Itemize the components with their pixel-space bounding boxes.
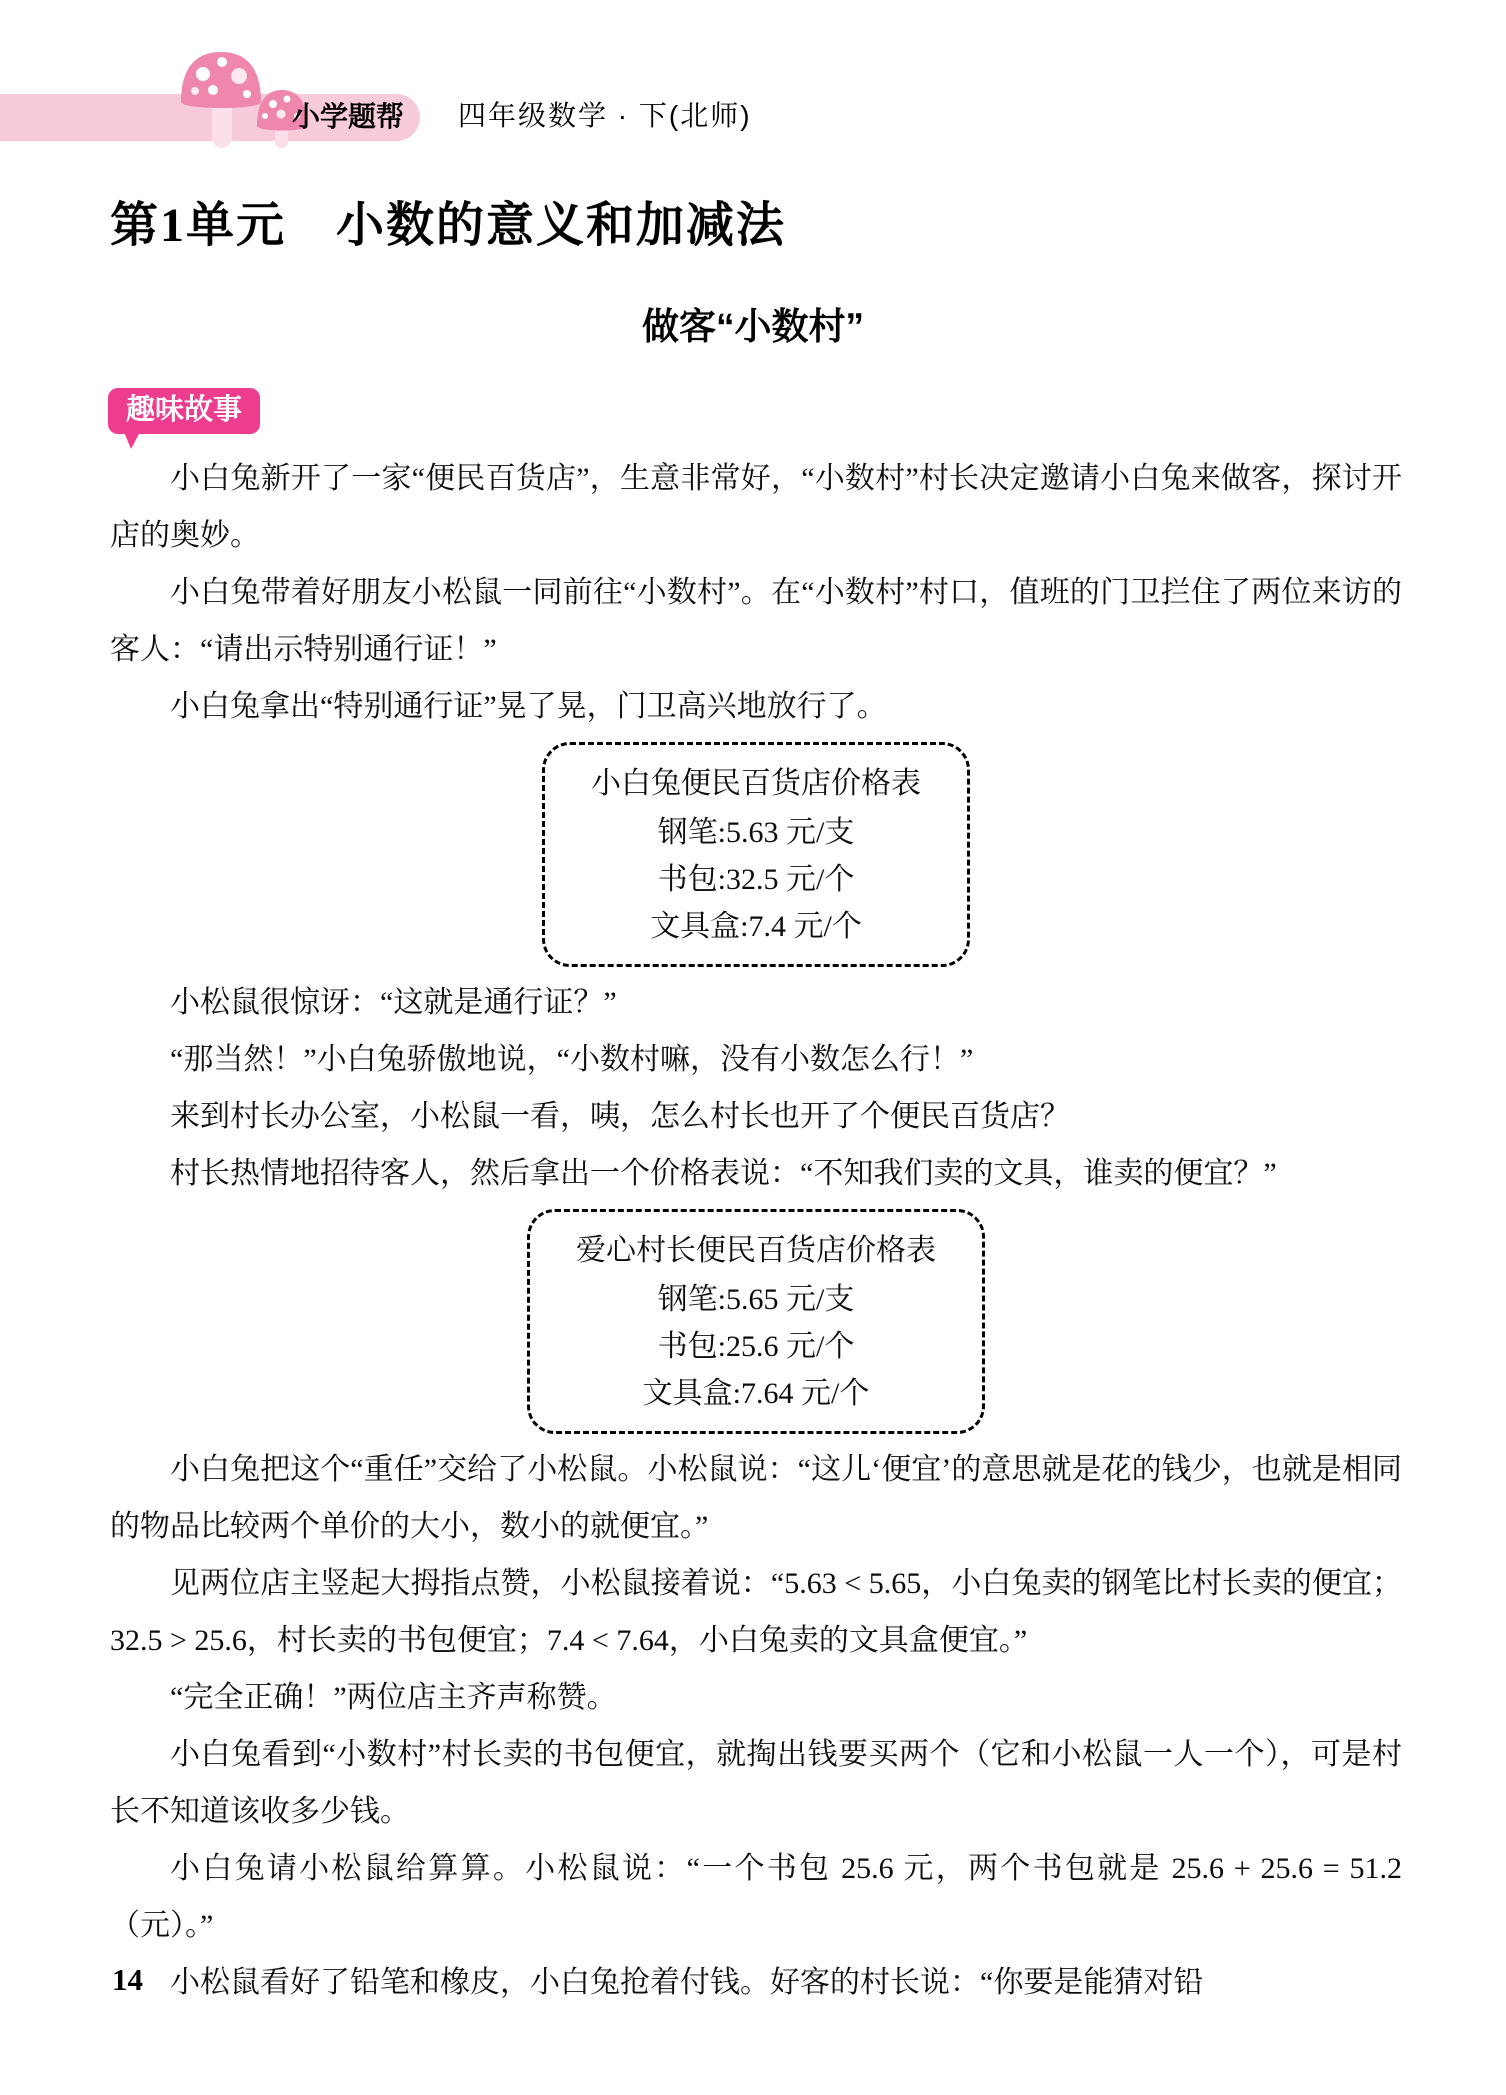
price-table-title: 小白兔便民百货店价格表 bbox=[591, 767, 921, 800]
story-paragraph: 小松鼠看好了铅笔和橡皮，小白兔抢着付钱。好客的村长说：“你要是能猜对铅 bbox=[170, 1966, 1204, 1999]
edition-label: 四年级数学 · 下(北师) bbox=[458, 100, 752, 131]
story-paragraph: 见两位店主竖起大拇指点赞，小松鼠接着说：“5.63 < 5.65，小白兔卖的钢笔比村长卖的便宜；32.5 > 25.6，村长卖的书包便宜；7.4 < 7.64，小白兔卖的文具盒便宜。” bbox=[110, 1567, 1402, 1657]
unit-title: 第1单元 小数的意义和加减法 bbox=[110, 199, 787, 252]
story-paragraph: 小白兔看到“小数村”村长卖的书包便宜，就掏出钱要买两个（它和小松鼠一人一个），可是村长不知道该收多少钱。 bbox=[110, 1738, 1402, 1828]
story-paragraph: 小白兔新开了一家“便民百货店”，生意非常好，“小数村”村长决定邀请小白兔来做客，探讨开店的奥妙。 bbox=[110, 462, 1402, 552]
price-table-rabbit bbox=[542, 742, 970, 967]
price-row: 书包:32.5 元/个 bbox=[657, 863, 855, 896]
story-paragraph: 村长热情地招待客人，然后拿出一个价格表说：“不知我们卖的文具，谁卖的便宜？” bbox=[170, 1157, 1277, 1190]
story-paragraph: 来到村长办公室，小松鼠一看，咦，怎么村长也开了个便民百货店？ bbox=[170, 1100, 1070, 1133]
story-paragraph: 小白兔把这个“重任”交给了小松鼠。小松鼠说：“这儿‘便宜’的意思就是花的钱少，也就是相同的物品比较两个单价的大小，数小的就便宜。” bbox=[110, 1453, 1402, 1543]
price-table-title: 爱心村长便民百货店价格表 bbox=[576, 1234, 936, 1267]
price-row: 钢笔:5.65 元/支 bbox=[657, 1283, 855, 1316]
price-row: 钢笔:5.63 元/支 bbox=[657, 816, 855, 849]
price-row: 文具盒:7.4 元/个 bbox=[650, 910, 862, 943]
fun-story-badge: 趣味故事 bbox=[108, 388, 260, 434]
page-number: 14 bbox=[112, 1962, 143, 1997]
story-paragraph: 小松鼠很惊讶：“这就是通行证？” bbox=[170, 986, 617, 1019]
price-table-village-head bbox=[527, 1209, 985, 1434]
price-row: 书包:25.6 元/个 bbox=[657, 1330, 855, 1363]
story-paragraph: 小白兔拿出“特别通行证”晃了晃，门卫高兴地放行了。 bbox=[170, 690, 887, 723]
mushroom-logo-icon bbox=[155, 46, 315, 150]
story-paragraph: 小白兔请小松鼠给算算。小松鼠说：“一个书包 25.6 元，两个书包就是 25.6 + 25.6 = 51.2（元）。” bbox=[110, 1852, 1402, 1942]
price-row: 文具盒:7.64 元/个 bbox=[642, 1377, 870, 1410]
story-paragraph: “那当然！”小白兔骄傲地说，“小数村嘛，没有小数怎么行！” bbox=[170, 1043, 974, 1076]
lesson-title: 做客“小数村” bbox=[642, 306, 864, 347]
story-paragraph: 小白兔带着好朋友小松鼠一同前往“小数村”。在“小数村”村口，值班的门卫拦住了两位来访的客人：“请出示特别通行证！” bbox=[110, 576, 1402, 666]
brand-label: 小学题帮 bbox=[292, 101, 405, 132]
story-content bbox=[110, 450, 1402, 2011]
story-paragraph: “完全正确！”两位店主齐声称赞。 bbox=[170, 1681, 617, 1714]
